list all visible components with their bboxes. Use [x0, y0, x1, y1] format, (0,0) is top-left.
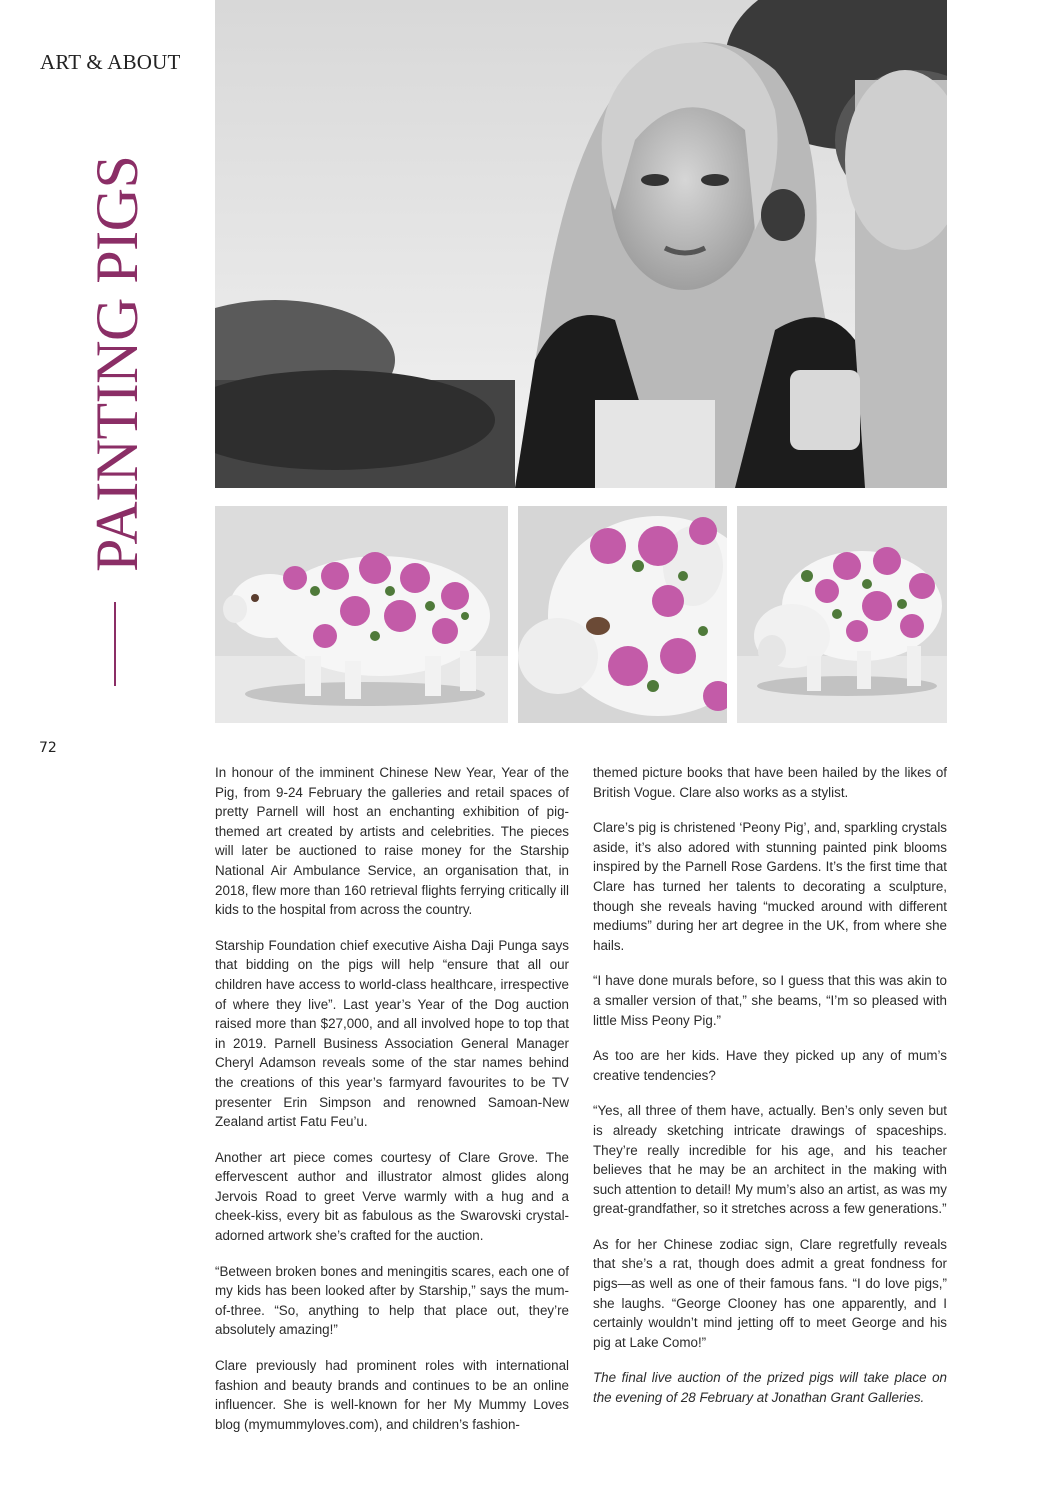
- article-paragraph: “Yes, all three of them have, actually. Ben’s only seven but is already sketching intricate drawings of spaceships. They’re really incredible for his age, and his teacher believes that he may be an architect in the making with such attention to detail! My mum’s also an artist, as was my great-grandfather, so it stretches across a few generations.”: [593, 1103, 947, 1217]
- page-number: 72: [39, 740, 57, 756]
- article-column-left: [215, 763, 569, 1450]
- title-rule: [114, 602, 116, 686]
- article-paragraph: “I have done murals before, so I guess that this was akin to a smaller version of that,” she beams, “I’m so pleased with little Miss Peony Pig.”: [593, 973, 947, 1028]
- pig-photo-closeup: [518, 506, 727, 723]
- article-title: PAINTING PIGS: [84, 155, 150, 572]
- section-label: ART & ABOUT: [40, 50, 181, 74]
- article-paragraph: In honour of the imminent Chinese New Year, Year of the Pig, from 9-24 February the galleries and retail spaces of pretty Parnell will host an enchanting exhibition of pig-themed art created by artists and celebrities. The pieces will later be auctioned to raise money for the Starship National Air Ambulance Service, an organisation that, in 2018, flew more than 160 retrieval flights ferrying critically ill kids to the hospital from across the country.: [215, 765, 569, 918]
- article-paragraph: Another art piece comes courtesy of Clare Grove. The effervescent author and illustrator almost glides along Jervois Road to greet Verve warmly with a hug and a cheek-kiss, every bit as fabulous as the Swarovski crystal-adorned artwork she’s crafted for the auction.: [215, 1149, 569, 1244]
- pig-photo-front: [737, 506, 947, 723]
- article-paragraph: Clare’s pig is christened ‘Peony Pig’, and, sparkling crystals aside, it’s also adored with stunning painted pink blooms inspired by the Parnell Rose Gardens. It’s the first time that Clare has turned her talents to decorating a sculpture, though she reveals having “mucked around with different mediums” during her art degree in the UK, from where she hails.: [593, 820, 947, 953]
- article-paragraph: Starship Foundation chief executive Aisha Daji Punga says that bidding on the pigs will help “ensure that all our children have access to world-class healthcare, irrespective of where they live”. Last year’s Year of the Dog auction raised more than $27,000, and all involved hope to top that in 2019. Parnell Business Association General Manager Cheryl Adamson reveals some of the star names behind the creations of this year’s farmyard favourites to be TV presenter Erin Simpson and renowned Samoan-New Zealand artist Fatu Feu’u.: [215, 937, 569, 1130]
- article-footnote: The final live auction of the prized pigs will take place on the evening of 28 February at Jonathan Grant Galleries.: [593, 1370, 947, 1406]
- article-column-right: [593, 763, 947, 1424]
- article-paragraph: themed picture books that have been hailed by the likes of British Vogue. Clare also works as a stylist.: [593, 765, 947, 800]
- portrait-photo: [215, 0, 947, 488]
- article-paragraph: Clare previously had prominent roles with international fashion and beauty brands and continues to be an online influencer. She is well-known for her My Mummy Loves blog (mymummyloves.com), and children’s fashion-: [215, 1358, 569, 1432]
- article-paragraph: As for her Chinese zodiac sign, Clare regretfully reveals that she’s a rat, though does admit a great fondness for pigs—as well as one of their famous fans. “I do love pigs,” she laughs. “George Clooney has one apparently, and I certainly wouldn’t mind jetting off to meet George and his pig at Lake Como!”: [593, 1236, 947, 1350]
- article-paragraph: “Between broken bones and meningitis scares, each one of my kids has been looked after by Starship,” says the mum-of-three. “So, anything to help that place out, they’re absolutely amazing!”: [215, 1263, 569, 1338]
- article-paragraph: As too are her kids. Have they picked up any of mum’s creative tendencies?: [593, 1048, 947, 1083]
- pig-photo-side: [215, 506, 508, 723]
